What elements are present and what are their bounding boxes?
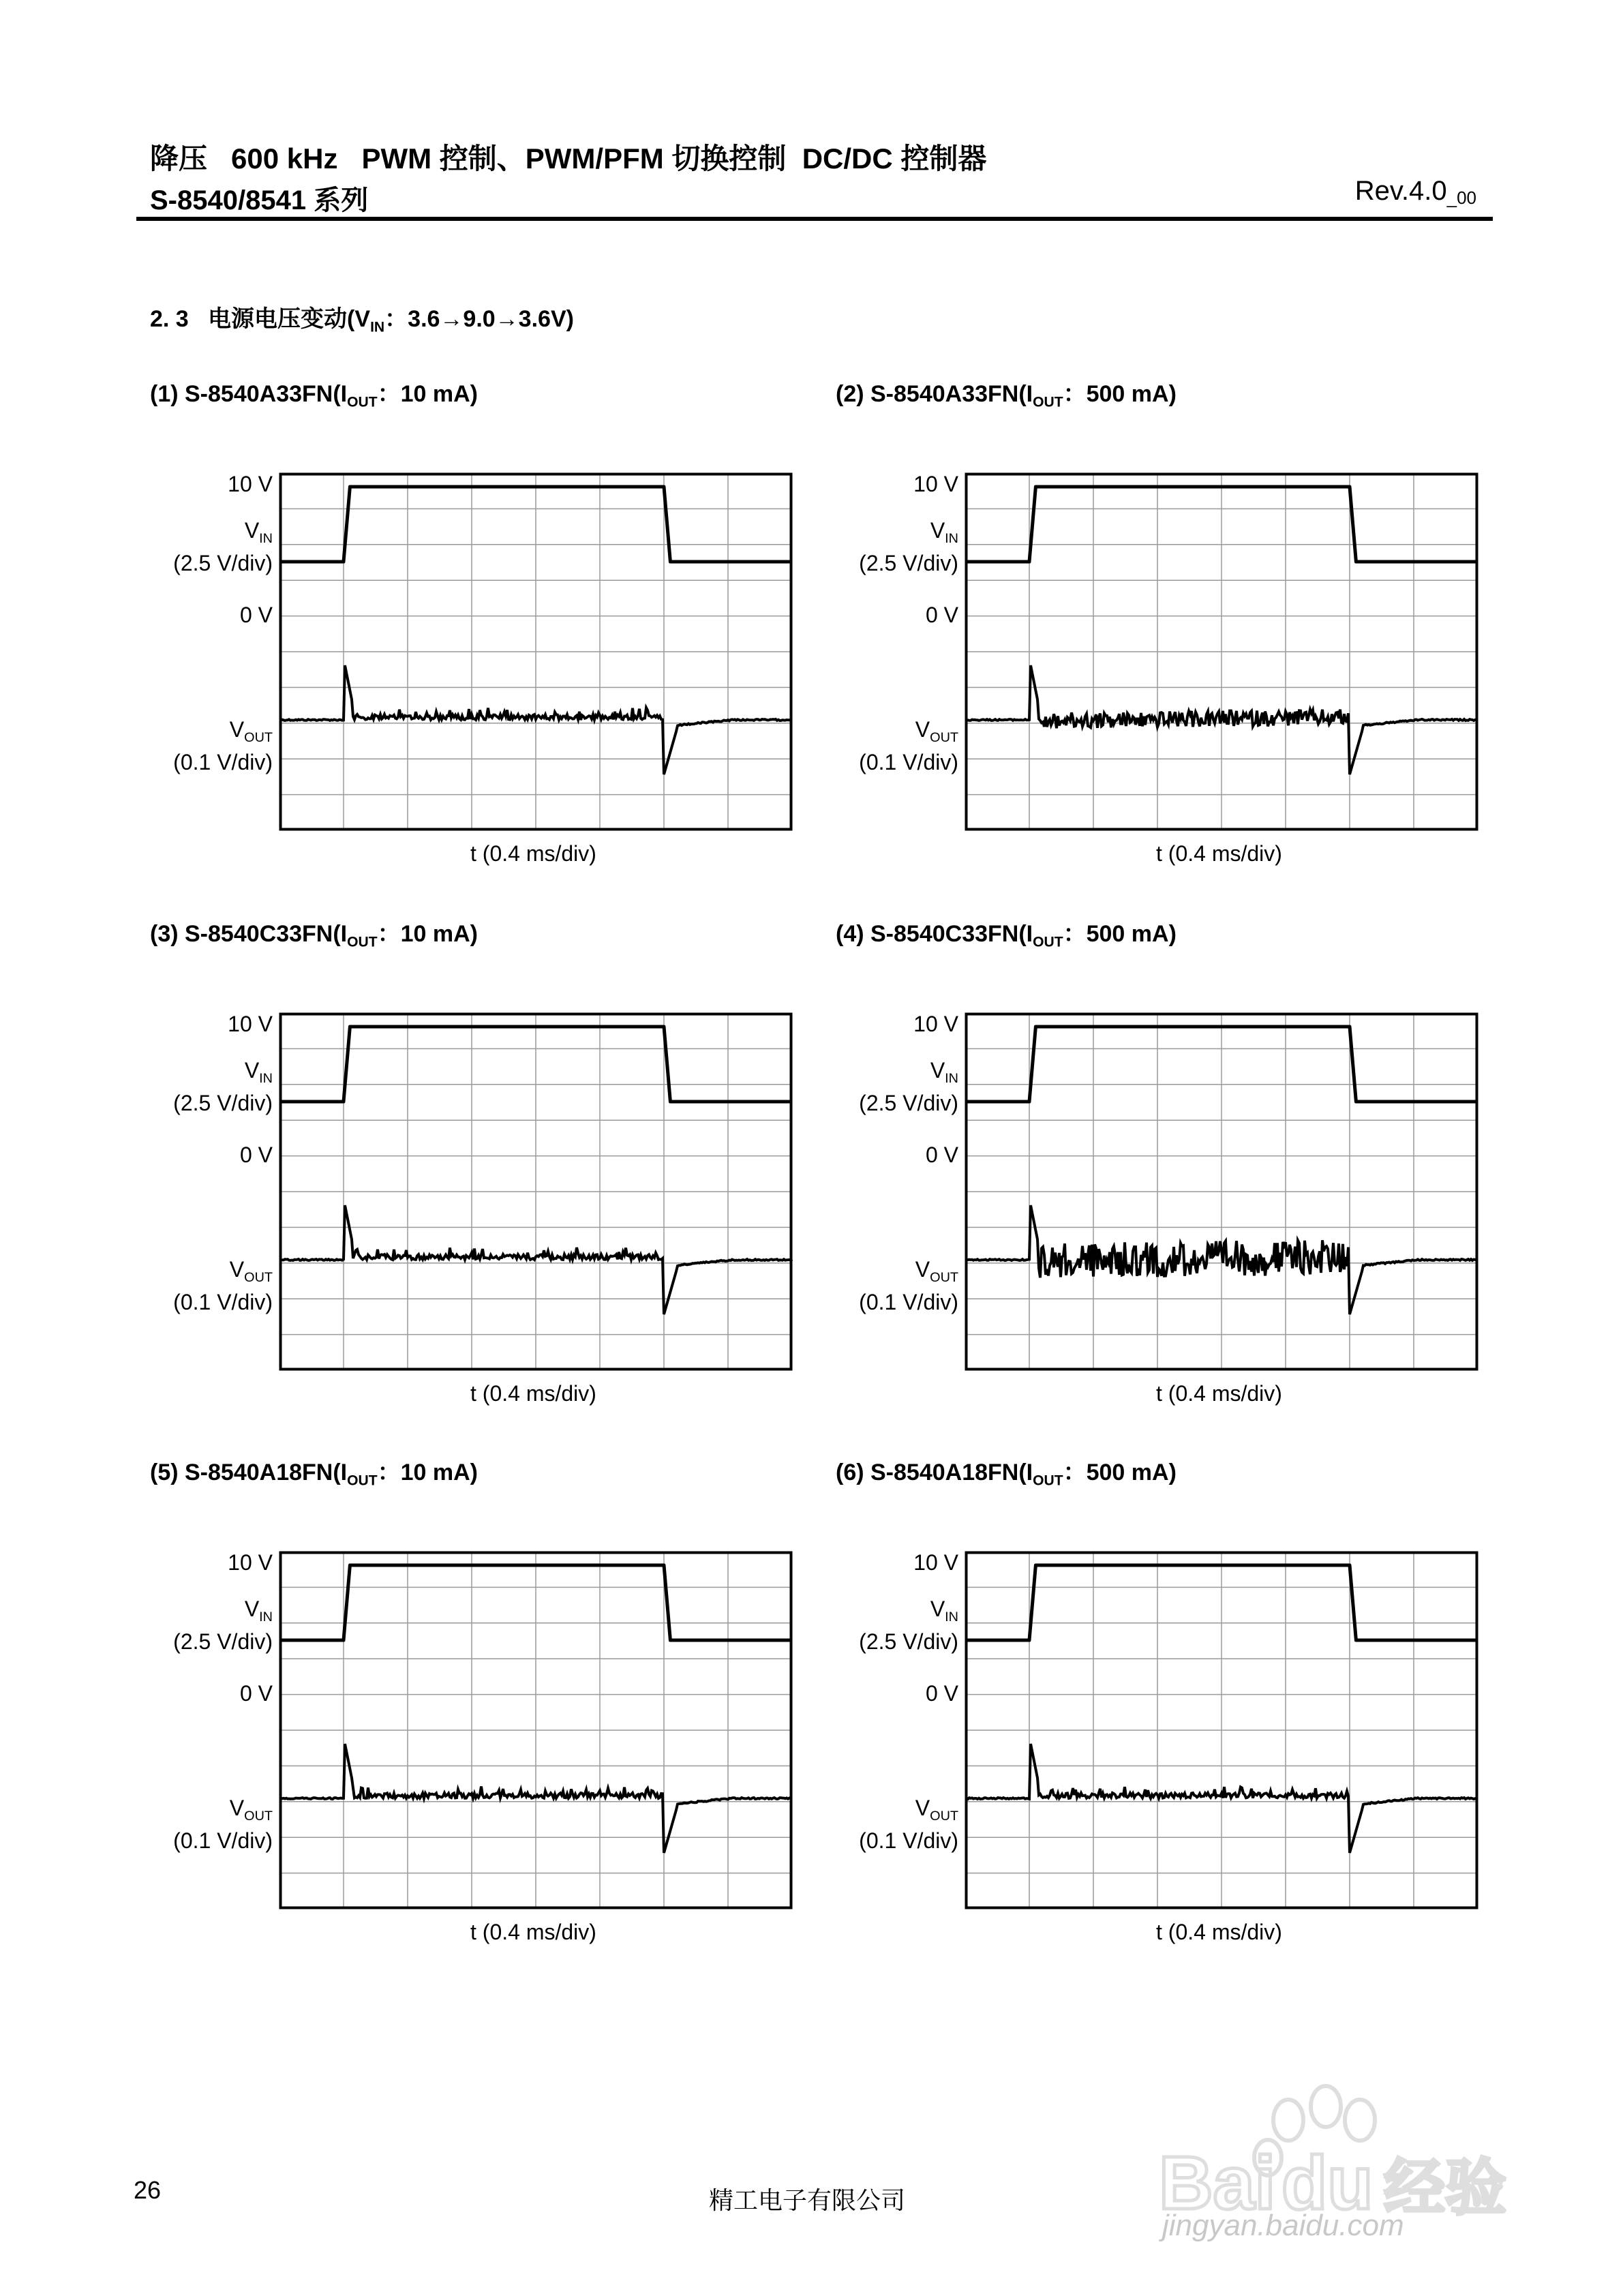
section-heading: 2. 3 电源电压变动($V_{IN}$：3.6→9.0→3.6V) (150, 306, 574, 335)
chart-caption: (5) $S-8540A18FN(I_{OUT}$：10 mA) (150, 1460, 478, 1489)
scope-plot (279, 1552, 792, 1909)
vin-top-label: 10 V (913, 1012, 958, 1036)
vout-label: $V_{OUT}$ (0.1 V/div) (859, 1796, 958, 1853)
header-title: 降压 600 kHz PWM 控制、PWM/PFM 切换控制 DC/DC 控制器 (150, 142, 987, 175)
vin-top-label: 10 V (228, 472, 273, 496)
chart-caption: (6) $S-8540A18FN(I_{OUT}$：500 mA) (836, 1460, 1177, 1489)
zero-volt-label: 0 V (925, 1681, 958, 1706)
vin-label: $V_{IN}$ (2.5 V/div) (859, 1597, 958, 1654)
vout-label: $V_{OUT}$ (0.1 V/div) (859, 717, 958, 774)
zero-volt-label: 0 V (925, 603, 958, 627)
vin-label: $V_{IN}$ (2.5 V/div) (173, 1597, 273, 1654)
scope-plot (965, 473, 1478, 830)
zero-volt-label: 0 V (239, 1143, 273, 1167)
svg-text:Bai: Bai (1159, 2141, 1276, 2225)
vout-label: $V_{OUT}$ (0.1 V/div) (859, 1257, 958, 1314)
scope-plot (965, 1013, 1478, 1370)
vout-label: $V_{OUT}$ (0.1 V/div) (173, 717, 273, 774)
watermark-url: jingyan.baidu.com (1162, 2209, 1404, 2242)
header-rule (136, 217, 1493, 221)
svg-text:经验: 经验 (1384, 2152, 1506, 2224)
page-number: 26 (134, 2176, 162, 2204)
vin-label: $V_{IN}$ (2.5 V/div) (173, 518, 273, 575)
time-axis-label: t (0.4 ms/div) (470, 1920, 596, 1944)
scope-plot (279, 1013, 792, 1370)
vin-label: $V_{IN}$ (2.5 V/div) (859, 518, 958, 575)
vin-top-label: 10 V (228, 1550, 273, 1575)
header-revision: $Rev.4.0_{\_00}$ (1354, 176, 1476, 208)
chart-caption: (1) $S-8540A33FN(I_{OUT}$：10 mA) (150, 381, 478, 410)
vout-label: $V_{OUT}$ (0.1 V/div) (173, 1257, 273, 1314)
vin-label: $V_{IN}$ (2.5 V/div) (859, 1058, 958, 1115)
time-axis-label: t (0.4 ms/div) (1156, 1381, 1282, 1406)
vout-label: $V_{OUT}$ (0.1 V/div) (173, 1796, 273, 1853)
chart-caption: (4) $S-8540C33FN(I_{OUT}$：500 mA) (836, 921, 1177, 950)
time-axis-label: t (0.4 ms/div) (1156, 841, 1282, 866)
time-axis-label: t (0.4 ms/div) (1156, 1920, 1282, 1944)
chart-caption: (3) $S-8540C33FN(I_{OUT}$：10 mA) (150, 921, 478, 950)
vin-top-label: 10 V (228, 1012, 273, 1036)
footer-company: 精工电子有限公司 (709, 2186, 906, 2214)
svg-text:du: du (1281, 2141, 1374, 2225)
scope-plot (279, 473, 792, 830)
vin-top-label: 10 V (913, 1550, 958, 1575)
vin-label: $V_{IN}$ (2.5 V/div) (173, 1058, 273, 1115)
zero-volt-label: 0 V (925, 1143, 958, 1167)
time-axis-label: t (0.4 ms/div) (470, 1381, 596, 1406)
chart-caption: (2) $S-8540A33FN(I_{OUT}$：500 mA) (836, 381, 1177, 410)
zero-volt-label: 0 V (239, 603, 273, 627)
time-axis-label: t (0.4 ms/div) (470, 841, 596, 866)
scope-plot (965, 1552, 1478, 1909)
zero-volt-label: 0 V (239, 1681, 273, 1706)
header-series: S-8540/8541 系列 (150, 185, 369, 215)
vin-top-label: 10 V (913, 472, 958, 496)
